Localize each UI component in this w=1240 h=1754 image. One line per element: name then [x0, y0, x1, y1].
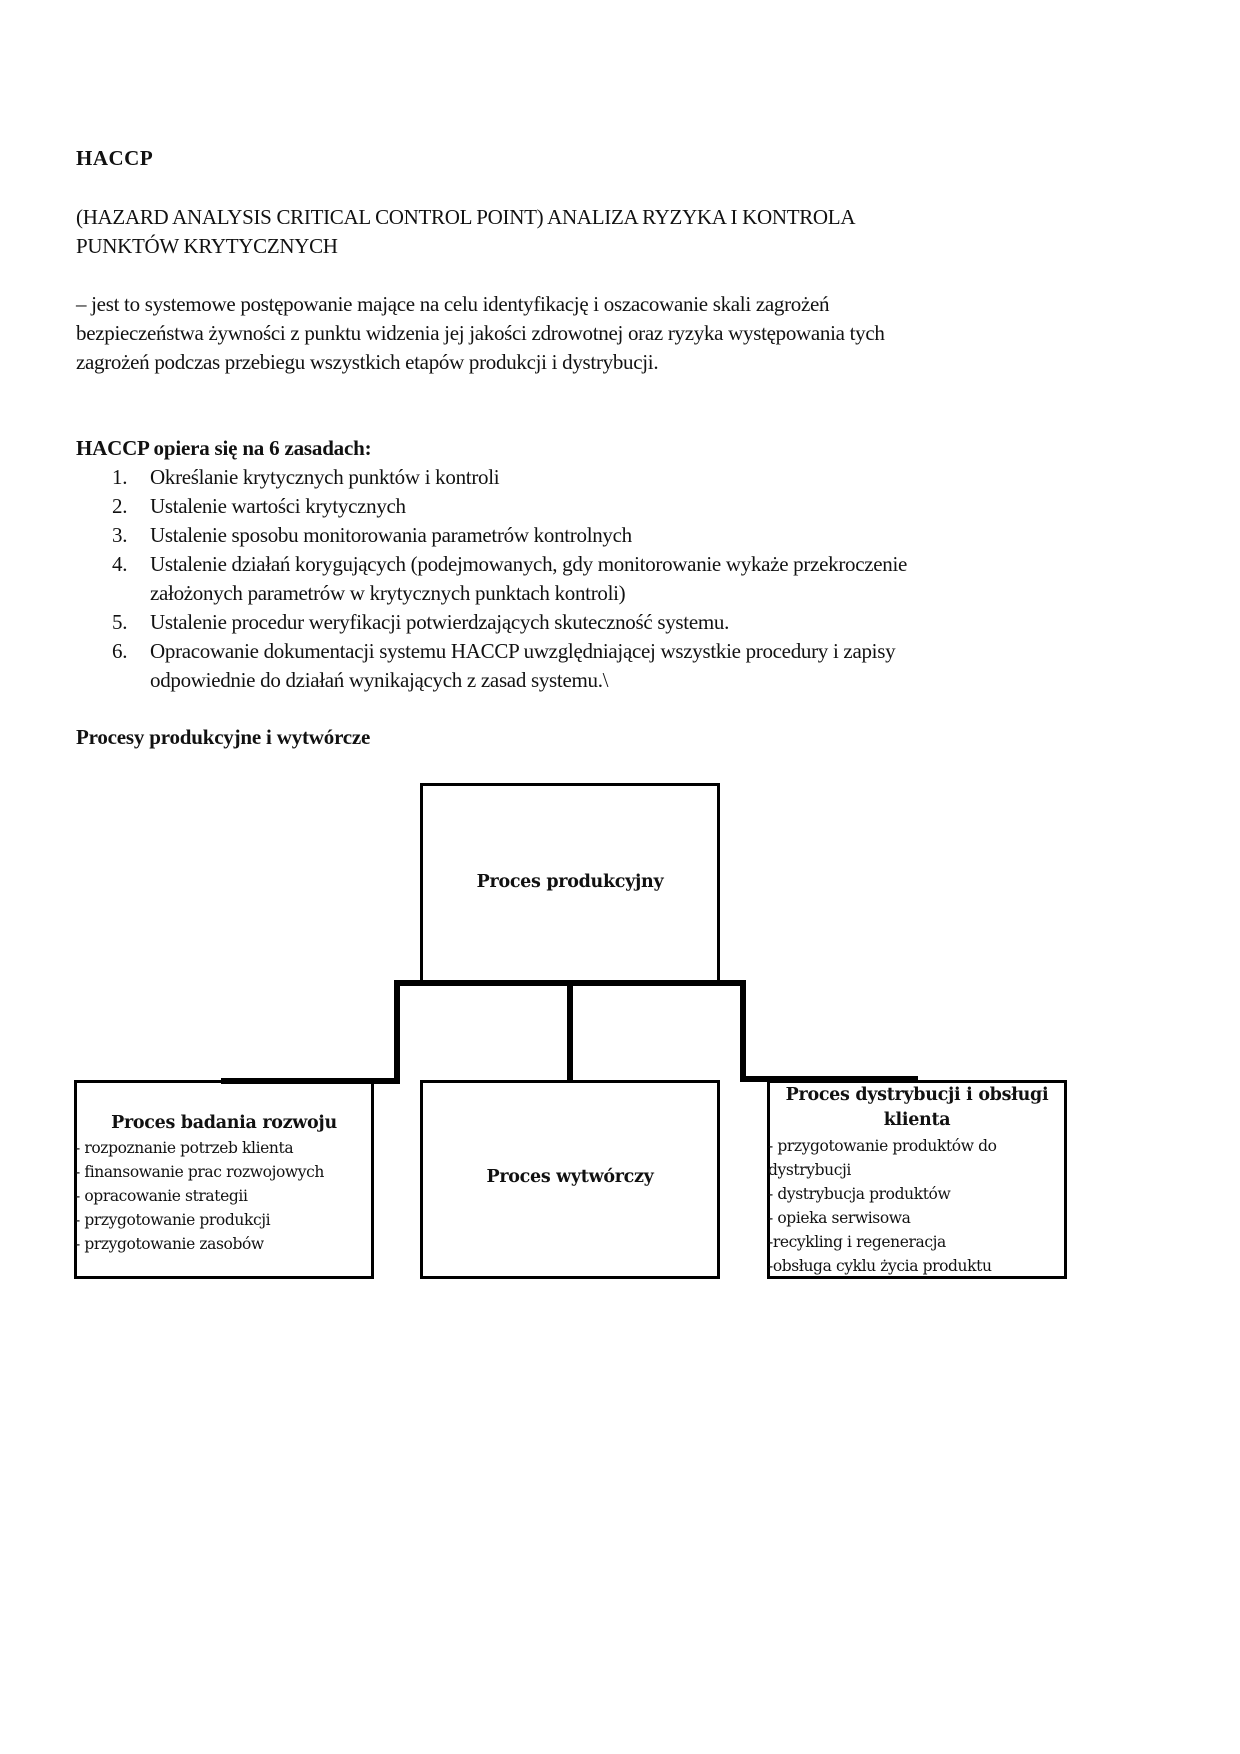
box-research-development: [74, 1080, 374, 1279]
box-item: - opieka serwisowa: [768, 1209, 911, 1227]
connector-right-vertical: [740, 980, 746, 1082]
list-number: 4.: [112, 552, 128, 576]
box-item: - opracowanie strategii: [75, 1187, 248, 1205]
box-title-line-1: Proces dystrybucji i obsługi: [785, 1085, 1049, 1105]
box-item: - finansowanie prac rozwojowych: [75, 1163, 325, 1181]
list-item: Określanie krytycznych punktów i kontroli: [150, 465, 500, 489]
list-number: 1.: [112, 465, 128, 489]
box-item: - dystrybucja produktów: [768, 1185, 951, 1203]
box-distribution-service: [767, 1080, 1067, 1279]
box-title: Proces wytwórczy: [486, 1167, 654, 1187]
box-item: - przygotowanie produktów do: [768, 1137, 997, 1155]
document-title: HACCP: [76, 146, 154, 170]
list-item-continuation: odpowiednie do działań wynikających z zasad systemu.\: [150, 668, 609, 692]
box-production-process: [420, 783, 720, 983]
box-item: - rozpoznanie potrzeb klienta: [75, 1139, 294, 1157]
definition-line-1: – jest to systemowe postępowanie mające na celu identyfikację i oszacowanie skali zagrożeń: [76, 292, 830, 316]
box-item: -recykling i regeneracja: [768, 1233, 946, 1251]
list-number: 2.: [112, 494, 128, 518]
list-item: Opracowanie dokumentacji systemu HACCP uwzględniającej wszystkie procedury i zapisy: [150, 639, 896, 663]
principles-heading: HACCP opiera się na 6 zasadach:: [76, 436, 372, 460]
box-manufacturing-process: [420, 1080, 720, 1279]
definition-line-3: zagrożeń podczas przebiegu wszystkich etapów produkcji i dystrybucji.: [76, 350, 659, 374]
box-item: - przygotowanie produkcji: [75, 1211, 271, 1229]
diagram-heading: Procesy produkcyjne i wytwórcze: [76, 725, 371, 749]
list-item: Ustalenie procedur weryfikacji potwierdzających skuteczność systemu.: [150, 610, 730, 634]
box-item: -obsługa cyklu życia produktu: [768, 1257, 992, 1275]
list-item-continuation: założonych parametrów w krytycznych punktach kontroli): [150, 581, 626, 605]
box-title-line-2: klienta: [883, 1110, 951, 1130]
definition-line-2: bezpieczeństwa żywności z punktu widzenia jej jakości zdrowotnej oraz ryzyka występowania tych: [76, 321, 885, 345]
list-number: 5.: [112, 610, 128, 634]
list-number: 6.: [112, 639, 128, 663]
box-title: Proces produkcyjny: [476, 872, 664, 892]
box-item: dystrybucji: [768, 1161, 851, 1179]
box-title: Proces badania rozwoju: [111, 1113, 337, 1133]
list-number: 3.: [112, 523, 128, 547]
subtitle-line-2: PUNKTÓW KRYTYCZNYCH: [76, 234, 338, 258]
connector-middle-vertical: [567, 980, 573, 1082]
connector-left-vertical: [394, 980, 400, 1084]
list-item: Ustalenie wartości krytycznych: [150, 494, 406, 518]
list-item: Ustalenie sposobu monitorowania parametrów kontrolnych: [150, 523, 632, 547]
list-item: Ustalenie działań korygujących (podejmowanych, gdy monitorowanie wykaże przekroczenie: [150, 552, 908, 576]
box-item: - przygotowanie zasobów: [75, 1235, 264, 1253]
subtitle-line-1: (HAZARD ANALYSIS CRITICAL CONTROL POINT) ANALIZA RYZYKA I KONTROLA: [76, 205, 856, 229]
